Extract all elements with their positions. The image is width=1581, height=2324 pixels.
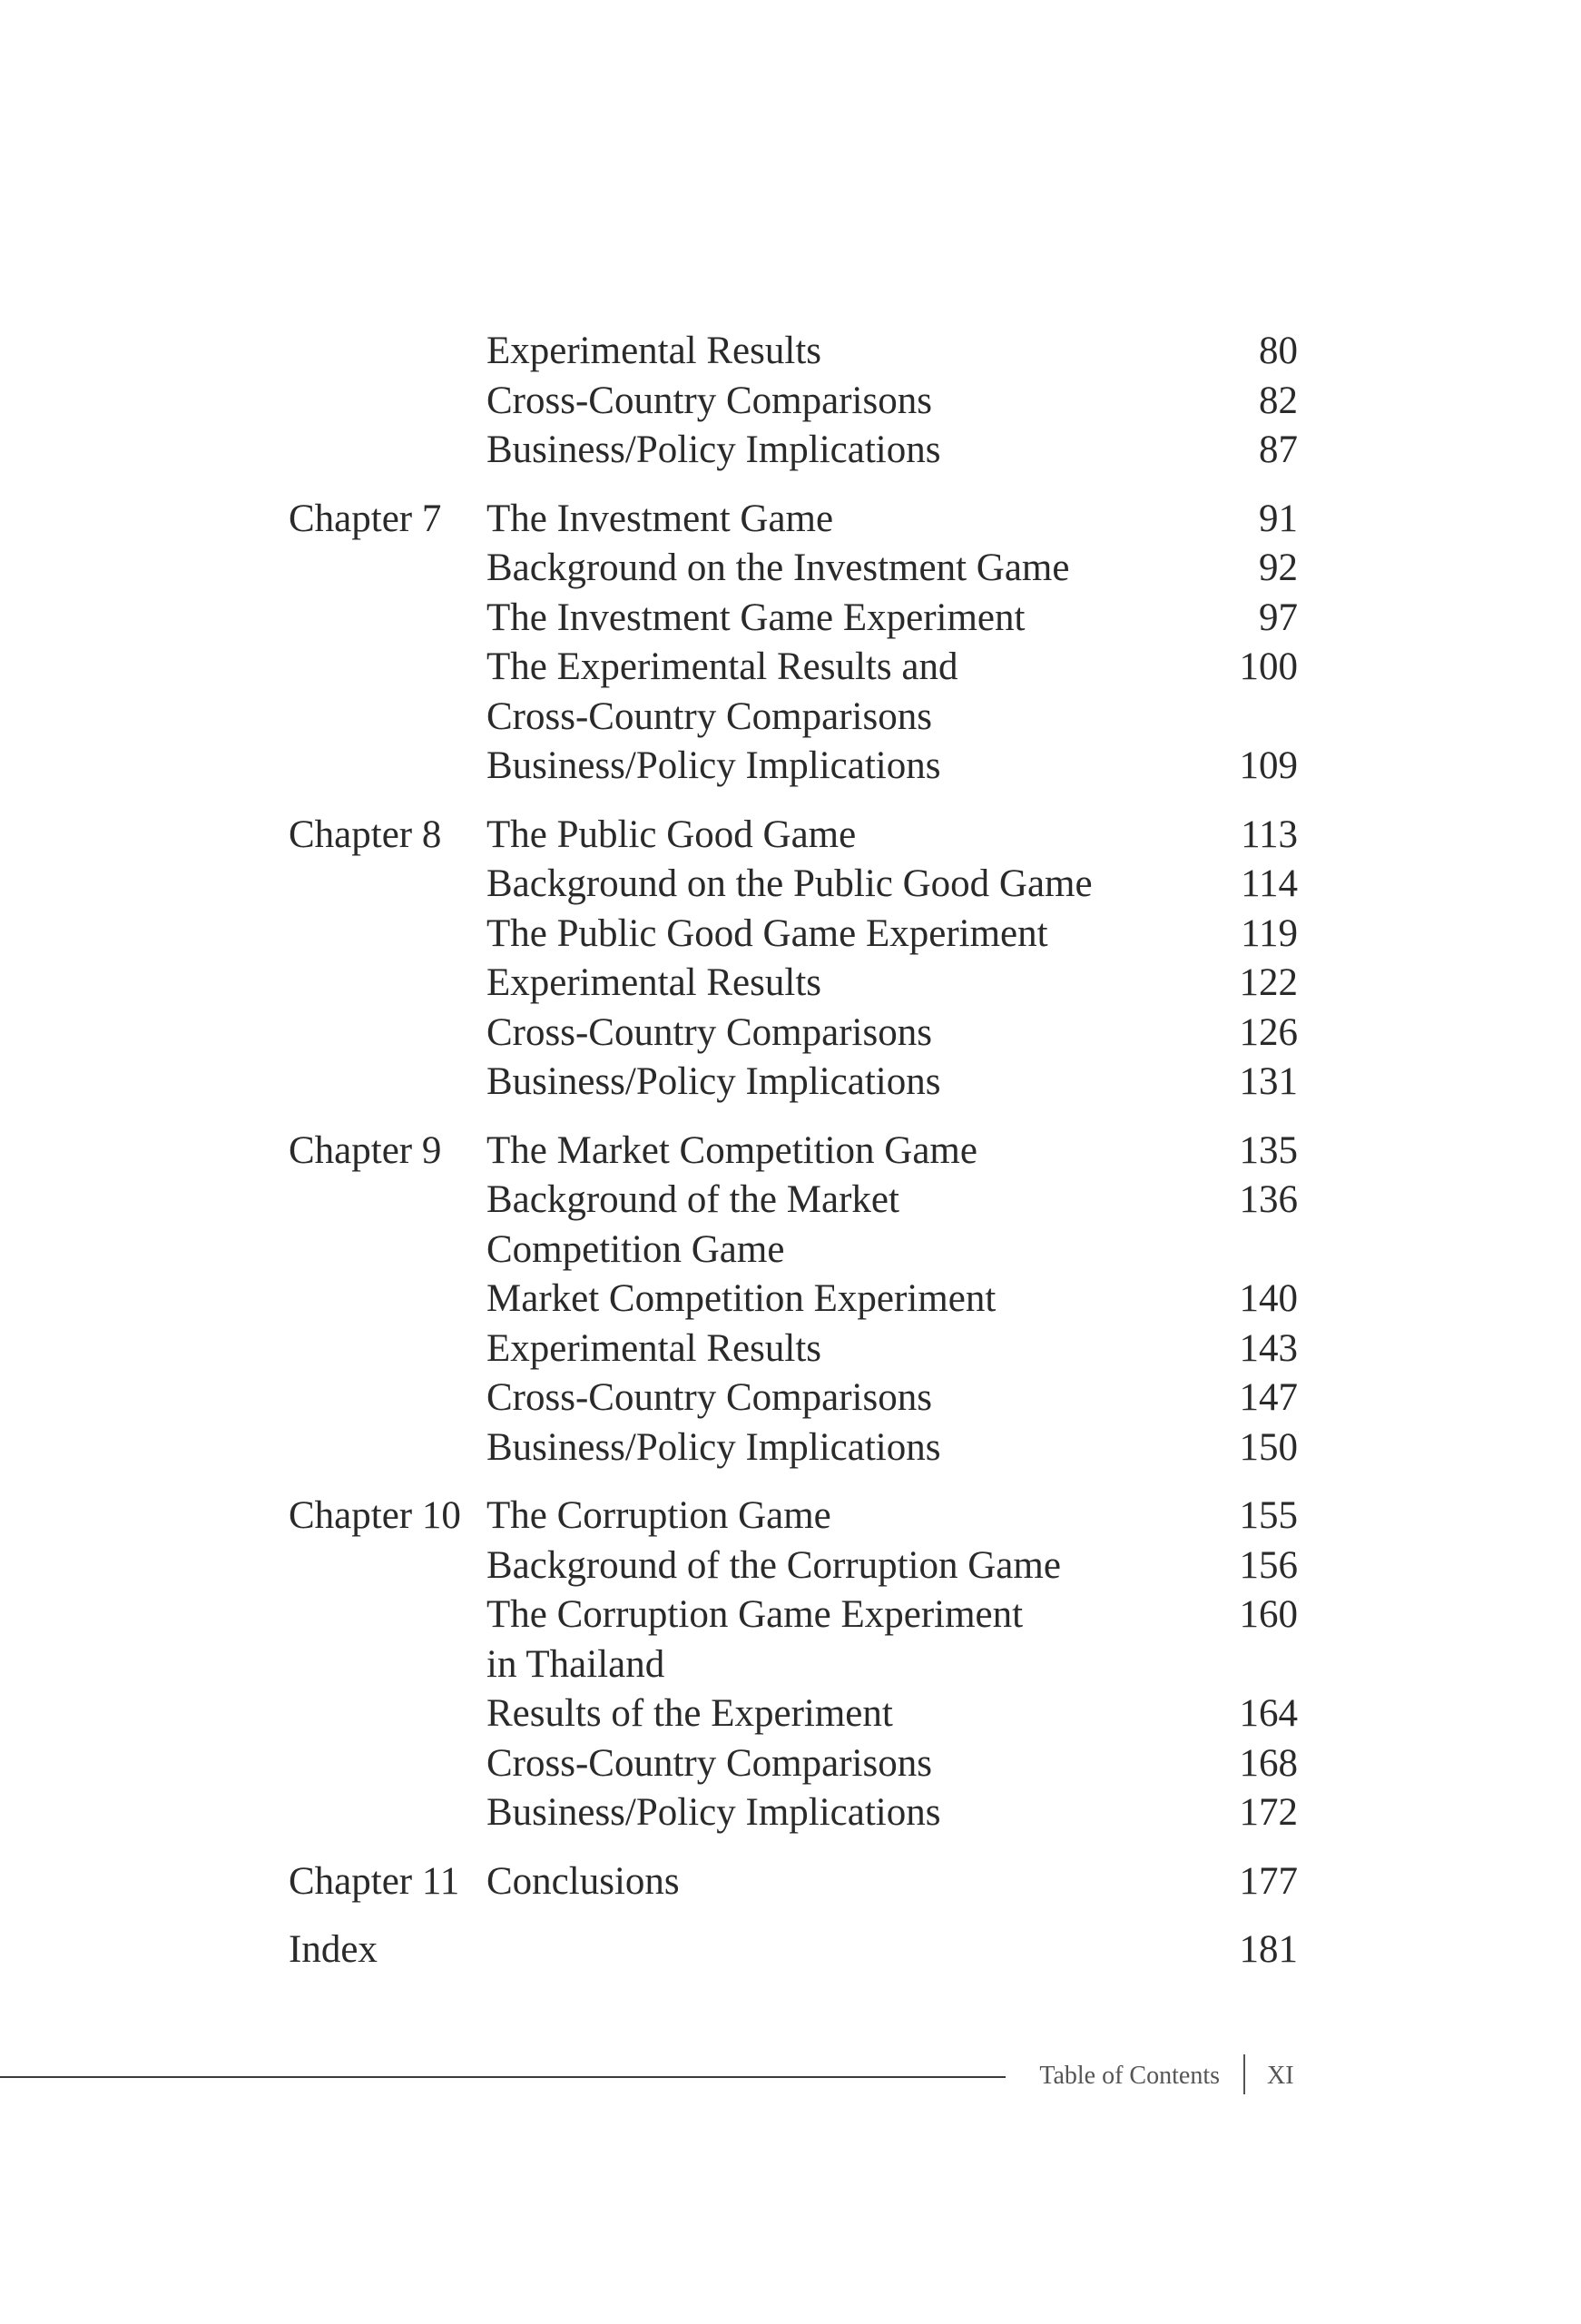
toc-entry — [289, 495, 1298, 545]
toc-entry — [289, 1176, 1298, 1275]
toc-group — [289, 1925, 1298, 1975]
entry-page-number: 113 — [1241, 812, 1298, 856]
entry-title: Business/Policy Implications — [486, 744, 941, 787]
entry-title: Results of the Experiment — [486, 1692, 893, 1735]
entry-page-number: 164 — [1239, 1692, 1298, 1735]
entry-title: The Corruption Game — [486, 1494, 831, 1537]
toc-entry — [289, 1058, 1298, 1108]
entry-title: Business/Policy Implications — [486, 428, 941, 471]
entry-page-number: 155 — [1239, 1494, 1298, 1537]
entry-page-number: 143 — [1239, 1326, 1298, 1370]
entry-page-number: 156 — [1239, 1543, 1298, 1587]
toc-entry — [289, 1324, 1298, 1374]
toc-entry — [289, 1492, 1298, 1541]
toc-entry — [289, 1857, 1298, 1907]
chapter-label: Chapter 9 — [289, 1128, 442, 1172]
entry-title: Market Competition Experiment — [486, 1277, 997, 1320]
entry-title: Background on the Investment Game — [486, 547, 1070, 589]
toc-entry — [289, 1590, 1298, 1689]
toc-entry — [289, 1739, 1298, 1789]
toc-entry — [289, 811, 1298, 861]
entry-page-number: 168 — [1239, 1741, 1298, 1785]
toc-entry — [289, 426, 1298, 476]
entry-page-number: 87 — [1259, 428, 1298, 471]
entry-title: Business/Policy Implications — [486, 1060, 941, 1103]
entry-page-number: 109 — [1239, 744, 1298, 787]
entry-title: The Market Competition Game — [486, 1128, 977, 1172]
toc-entry — [289, 1788, 1298, 1838]
toc-entry — [289, 1275, 1298, 1324]
toc-entry — [289, 742, 1298, 792]
entry-title: Cross-Country Comparisons — [486, 1376, 932, 1419]
entry-title: Experimental Results — [486, 961, 822, 1004]
entry-page-number: 80 — [1259, 330, 1298, 372]
chapter-label: Index — [289, 1928, 378, 1971]
toc-entry — [289, 1374, 1298, 1423]
entry-page-number: 126 — [1239, 1010, 1298, 1054]
entry-title: Background of the Market Competition Game — [486, 1178, 899, 1271]
entry-title: Background of the Corruption Game — [486, 1543, 1061, 1587]
entry-title: The Public Good Game — [486, 812, 857, 856]
entry-title: Cross-Country Comparisons — [486, 379, 932, 422]
entry-page-number: 135 — [1239, 1128, 1298, 1172]
toc-entry — [289, 327, 1298, 377]
entry-page-number: 97 — [1259, 596, 1298, 639]
entry-page-number: 177 — [1239, 1859, 1298, 1903]
entry-title: The Investment Game — [486, 497, 834, 540]
entry-page-number: 172 — [1239, 1791, 1298, 1834]
footer-page-number: XI — [1267, 2062, 1294, 2090]
toc-group — [289, 1492, 1298, 1838]
toc-entry — [289, 1127, 1298, 1177]
toc-entry — [289, 860, 1298, 910]
entry-title: The Public Good Game Experiment — [486, 911, 1048, 955]
entry-title: Background on the Public Good Game — [486, 862, 1093, 905]
entry-page-number: 181 — [1239, 1928, 1298, 1971]
table-of-contents — [289, 327, 1298, 1994]
entry-page-number: 100 — [1239, 645, 1298, 688]
chapter-label: Chapter 11 — [289, 1859, 460, 1903]
entry-title: The Investment Game Experiment — [486, 596, 1026, 639]
toc-entry — [289, 1925, 1298, 1975]
toc-group — [289, 1857, 1298, 1907]
chapter-label: Chapter 8 — [289, 812, 442, 856]
entry-page-number: 136 — [1239, 1178, 1298, 1221]
toc-entry — [289, 594, 1298, 644]
toc-entry — [289, 959, 1298, 1009]
entry-page-number: 92 — [1259, 547, 1298, 589]
entry-page-number: 122 — [1239, 961, 1298, 1004]
entry-title: Conclusions — [486, 1859, 680, 1903]
entry-title: Business/Policy Implications — [486, 1425, 941, 1469]
footer-section-title: Table of Contents — [1039, 2062, 1220, 2090]
toc-entry — [289, 643, 1298, 742]
entry-page-number: 91 — [1259, 497, 1298, 540]
toc-group — [289, 495, 1298, 792]
footer-divider — [1243, 2054, 1245, 2094]
toc-entry — [289, 1541, 1298, 1591]
entry-page-number: 150 — [1239, 1425, 1298, 1469]
entry-page-number: 119 — [1241, 911, 1298, 955]
toc-group — [289, 811, 1298, 1108]
footer-rule — [0, 2076, 1006, 2078]
toc-entry — [289, 377, 1298, 427]
toc-entry — [289, 1009, 1298, 1059]
entry-title: The Corruption Game Experiment in Thailand — [486, 1593, 1024, 1686]
entry-page-number: 114 — [1241, 862, 1298, 905]
entry-title: Business/Policy Implications — [486, 1791, 941, 1834]
entry-title: Experimental Results — [486, 1326, 822, 1370]
entry-page-number: 82 — [1259, 379, 1298, 422]
chapter-label: Chapter 10 — [289, 1494, 461, 1537]
entry-page-number: 160 — [1239, 1593, 1298, 1636]
entry-page-number: 147 — [1239, 1376, 1298, 1419]
toc-entry — [289, 910, 1298, 960]
chapter-label: Chapter 7 — [289, 497, 442, 540]
toc-entry — [289, 1689, 1298, 1739]
toc-group — [289, 1127, 1298, 1473]
entry-page-number: 131 — [1239, 1060, 1298, 1103]
toc-group — [289, 327, 1298, 476]
entry-title: Cross-Country Comparisons — [486, 1741, 932, 1785]
toc-entry — [289, 1423, 1298, 1473]
entry-title: Cross-Country Comparisons — [486, 1010, 932, 1054]
entry-title: The Experimental Results and Cross-Country Comparisons — [486, 645, 958, 738]
entry-title: Experimental Results — [486, 330, 822, 372]
entry-page-number: 140 — [1239, 1277, 1298, 1320]
toc-entry — [289, 544, 1298, 594]
